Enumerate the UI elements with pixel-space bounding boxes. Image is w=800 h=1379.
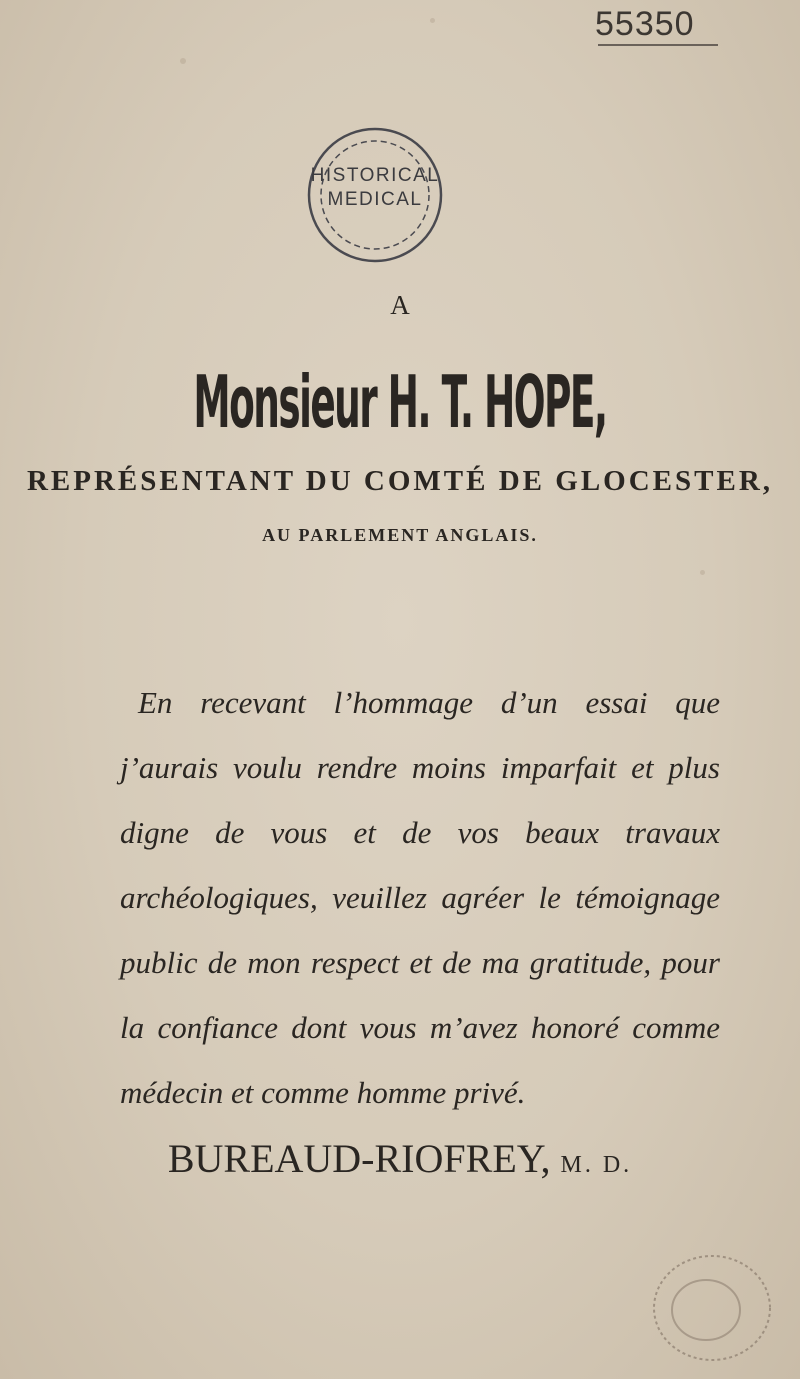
paper-foxing: [700, 570, 705, 575]
paper-foxing: [180, 58, 186, 64]
stamp-line-medical: MEDICAL: [327, 189, 423, 210]
signature: [0, 1135, 800, 1182]
shelfmark-number: 55350: [595, 5, 695, 43]
blind-stamp: [640, 1240, 785, 1370]
dedication-text: [120, 670, 720, 1125]
signature-name: BUREAUD-RIOFREY,: [167, 1136, 551, 1181]
dedicatee-name: Monsieur H. T. HOPE,: [193, 360, 607, 444]
dedication-preposition: A: [390, 290, 410, 320]
shelfmark-underline: [598, 44, 718, 46]
dedication-paragraph: En recevant l’hommage d’un essai que j’aurais voulu rendre moins imparfait et plus digne de vous et de vos beaux travaux archéologiques, veuillez agréer le témoignage public de mon respect et de ma gratitude, pour la confiance dont vous m’avez honoré comme médecin et comme homme privé.: [120, 685, 720, 1110]
stamp-line-historical: HISTORICAL: [310, 165, 440, 186]
dedicatee-subtitle: AU PARLEMENT ANGLAIS.: [262, 525, 538, 545]
dedicatee-title: REPRÉSENTANT DU COMTÉ DE GLOCESTER,: [26, 465, 774, 497]
paper-foxing: [430, 18, 435, 23]
signature-degree: M. D.: [560, 1152, 633, 1178]
stamp-text: [265, 165, 485, 211]
